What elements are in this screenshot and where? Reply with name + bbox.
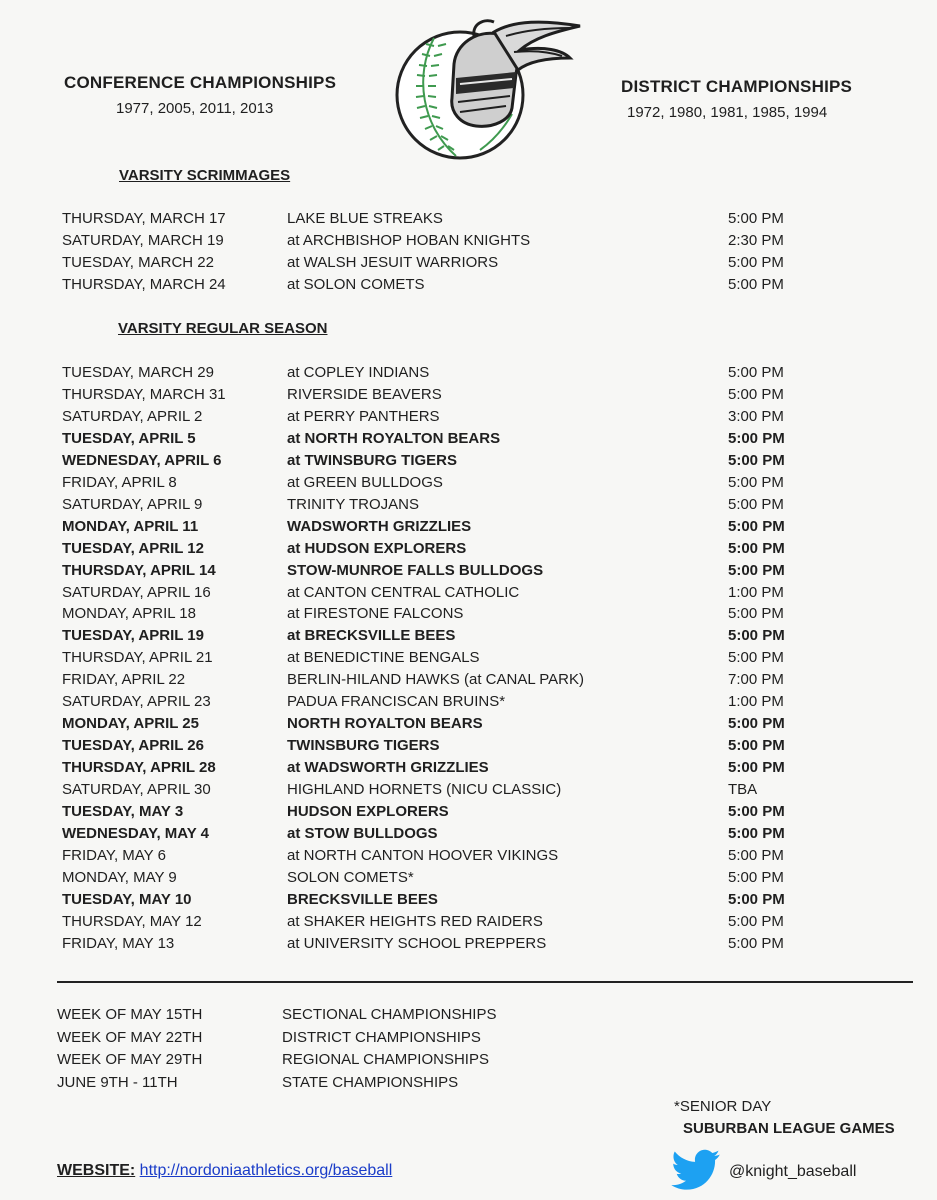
game-opponent: HUDSON EXPLORERS: [287, 803, 449, 820]
game-time: 5:00 PM: [728, 934, 784, 952]
game-date: SATURDAY, APRIL 23: [62, 693, 211, 711]
game-date: TUESDAY, MARCH 29: [62, 364, 214, 381]
website-line: [57, 1162, 392, 1180]
game-date: MONDAY, APRIL 18: [62, 605, 196, 623]
game-opponent: at CANTON CENTRAL CATHOLIC: [287, 583, 520, 601]
game-opponent: RIVERSIDE BEAVERS: [287, 385, 442, 403]
game-opponent: BRECKSVILLE BEES: [287, 890, 438, 908]
season-game-row: [0, 474, 937, 496]
game-date: THURSDAY, APRIL 14: [62, 561, 216, 579]
game-date: TUESDAY, MAY 10: [62, 890, 192, 908]
season-game-row: [0, 364, 937, 386]
game-time: 5:00 PM: [728, 210, 784, 227]
season-game-row: [0, 540, 937, 562]
season-game-row: [0, 605, 937, 627]
game-opponent: at UNIVERSITY SCHOOL PREPPERS: [287, 934, 547, 952]
game-date: THURSDAY, APRIL 28: [62, 759, 216, 777]
game-time: 5:00 PM: [728, 517, 785, 535]
game-date: TUESDAY, APRIL 5: [62, 429, 196, 447]
game-time: 5:00 PM: [728, 649, 784, 667]
postseason-event: REGIONAL CHAMPIONSHIPS: [282, 1051, 489, 1068]
game-date: TUESDAY, APRIL 12: [62, 539, 204, 557]
season-game-row: [0, 496, 937, 518]
postseason-week: WEEK OF MAY 29TH: [57, 1051, 203, 1068]
game-time: 5:00 PM: [728, 824, 785, 842]
game-date: SATURDAY, APRIL 30: [62, 781, 211, 799]
game-time: 5:00 PM: [728, 627, 785, 645]
game-opponent: SOLON COMETS*: [287, 868, 414, 886]
game-date: WEDNESDAY, MAY 4: [62, 824, 209, 842]
game-time: 5:00 PM: [728, 846, 784, 864]
game-time: 5:00 PM: [728, 451, 785, 469]
game-opponent: TRINITY TROJANS: [287, 495, 419, 513]
game-date: THURSDAY, APRIL 21: [62, 649, 213, 667]
game-time: 5:00 PM: [728, 539, 785, 557]
game-time: 5:00 PM: [728, 759, 785, 777]
game-time: 1:00 PM: [728, 583, 784, 601]
game-time: 1:00 PM: [728, 693, 784, 711]
season-game-row: [0, 891, 937, 913]
conference-championships-title: CONFERENCE CHAMPIONSHIPS: [64, 73, 337, 92]
game-opponent: TWINSBURG TIGERS: [287, 737, 440, 755]
game-opponent: at PERRY PANTHERS: [287, 407, 440, 425]
game-time: 5:00 PM: [728, 254, 784, 271]
postseason-row: [0, 1029, 937, 1051]
season-game-row: [0, 847, 937, 869]
game-time: 5:00 PM: [728, 276, 784, 293]
knight-baseball-logo-icon: [394, 16, 584, 166]
varsity-scrimmages-title: VARSITY SCRIMMAGES: [119, 167, 291, 184]
game-time: 5:00 PM: [728, 473, 784, 491]
game-date: FRIDAY, MAY 6: [62, 846, 166, 864]
game-date: SATURDAY, APRIL 2: [62, 407, 203, 425]
game-time: 5:00 PM: [728, 364, 784, 381]
game-time: 3:00 PM: [728, 407, 784, 425]
game-time: 5:00 PM: [728, 429, 785, 447]
season-game-row: [0, 781, 937, 803]
postseason-event: DISTRICT CHAMPIONSHIPS: [282, 1028, 481, 1046]
game-opponent: at TWINSBURG TIGERS: [287, 451, 458, 469]
game-opponent: at NORTH ROYALTON BEARS: [287, 429, 501, 447]
suburban-league-note: SUBURBAN LEAGUE GAMES: [683, 1120, 895, 1137]
game-opponent: HIGHLAND HORNETS (NICU CLASSIC): [287, 781, 562, 799]
game-date: MONDAY, MAY 9: [62, 868, 177, 886]
game-opponent: at GREEN BULLDOGS: [287, 473, 443, 491]
season-game-row: [0, 825, 937, 847]
twitter-handle[interactable]: @knight_baseball: [729, 1163, 857, 1180]
season-game-row: [0, 935, 937, 957]
website-link[interactable]: http://nordoniaathletics.org/baseball: [139, 1162, 393, 1179]
postseason-week: WEEK OF MAY 15TH: [57, 1006, 203, 1023]
season-game-row: [0, 759, 937, 781]
postseason-row: [0, 1006, 937, 1028]
scrimmage-game-row: [0, 210, 937, 232]
season-game-row: [0, 452, 937, 474]
district-championships-title: DISTRICT CHAMPIONSHIPS: [621, 77, 853, 96]
website-label: WEBSITE:: [57, 1162, 136, 1179]
twitter-bird-icon[interactable]: [670, 1148, 722, 1194]
season-game-row: [0, 649, 937, 671]
game-time: 5:00 PM: [728, 715, 785, 733]
game-date: FRIDAY, APRIL 22: [62, 671, 186, 689]
game-time: 5:00 PM: [728, 912, 784, 930]
game-time: 5:00 PM: [728, 737, 785, 755]
postseason-row: [0, 1074, 937, 1096]
game-opponent: at BRECKSVILLE BEES: [287, 627, 456, 645]
senior-day-note: *SENIOR DAY: [674, 1098, 772, 1115]
postseason-event: STATE CHAMPIONSHIPS: [282, 1073, 459, 1091]
game-opponent: at SHAKER HEIGHTS RED RAIDERS: [287, 912, 543, 930]
season-game-row: [0, 715, 937, 737]
game-date: SATURDAY, APRIL 16: [62, 583, 211, 601]
postseason-week: WEEK OF MAY 22TH: [57, 1028, 203, 1046]
game-opponent: at WALSH JESUIT WARRIORS: [287, 254, 499, 271]
season-game-row: [0, 518, 937, 540]
game-date: THURSDAY, MAY 12: [62, 912, 202, 930]
season-game-row: [0, 386, 937, 408]
season-game-row: [0, 562, 937, 584]
game-opponent: at NORTH CANTON HOOVER VIKINGS: [287, 846, 559, 864]
game-date: TUESDAY, MAY 3: [62, 803, 184, 820]
game-time: 5:00 PM: [728, 868, 784, 886]
postseason-week: JUNE 9TH - 11TH: [57, 1073, 178, 1091]
game-date: TUESDAY, MARCH 22: [62, 254, 214, 271]
game-date: MONDAY, APRIL 25: [62, 715, 199, 733]
game-opponent: at BENEDICTINE BENGALS: [287, 649, 480, 667]
game-opponent: at COPLEY INDIANS: [287, 364, 430, 381]
game-date: SATURDAY, APRIL 9: [62, 495, 203, 513]
game-date: THURSDAY, MARCH 17: [62, 210, 226, 227]
scrimmage-game-row: [0, 276, 937, 298]
game-opponent: at HUDSON EXPLORERS: [287, 539, 467, 557]
game-time: 7:00 PM: [728, 671, 784, 689]
game-date: WEDNESDAY, APRIL 6: [62, 451, 222, 469]
game-opponent: NORTH ROYALTON BEARS: [287, 715, 483, 733]
game-time: 5:00 PM: [728, 495, 784, 513]
game-time: 5:00 PM: [728, 803, 785, 820]
game-date: FRIDAY, MAY 13: [62, 934, 175, 952]
scrimmage-game-row: [0, 232, 937, 254]
season-game-row: [0, 627, 937, 649]
varsity-regular-season-title: VARSITY REGULAR SEASON: [118, 320, 328, 337]
game-opponent: WADSWORTH GRIZZLIES: [287, 517, 472, 535]
season-game-row: [0, 869, 937, 891]
game-opponent: at ARCHBISHOP HOBAN KNIGHTS: [287, 232, 531, 249]
season-game-row: [0, 671, 937, 693]
season-game-row: [0, 913, 937, 935]
game-date: THURSDAY, MARCH 31: [62, 385, 226, 403]
game-time: 5:00 PM: [728, 605, 784, 623]
knight-logo: [394, 16, 584, 166]
game-time: 5:00 PM: [728, 385, 784, 403]
game-date: SATURDAY, MARCH 19: [62, 232, 224, 249]
game-opponent: PADUA FRANCISCAN BRUINS*: [287, 693, 506, 711]
game-opponent: at STOW BULLDOGS: [287, 824, 438, 842]
postseason-event: SECTIONAL CHAMPIONSHIPS: [282, 1006, 497, 1023]
game-time: TBA: [728, 781, 758, 799]
game-opponent: at SOLON COMETS: [287, 276, 425, 293]
season-game-row: [0, 430, 937, 452]
game-opponent: at WADSWORTH GRIZZLIES: [287, 759, 489, 777]
game-time: 5:00 PM: [728, 561, 785, 579]
game-date: TUESDAY, APRIL 19: [62, 627, 204, 645]
game-date: FRIDAY, APRIL 8: [62, 473, 177, 491]
game-time: 5:00 PM: [728, 890, 785, 908]
season-game-row: [0, 693, 937, 715]
game-opponent: STOW-MUNROE FALLS BULLDOGS: [287, 561, 544, 579]
game-date: THURSDAY, MARCH 24: [62, 276, 226, 293]
season-game-row: [0, 584, 937, 606]
conference-championships-years: 1977, 2005, 2011, 2013: [116, 100, 274, 117]
season-game-row: [0, 737, 937, 759]
scrimmage-game-row: [0, 254, 937, 276]
game-opponent: LAKE BLUE STREAKS: [287, 210, 443, 227]
district-championships-years: 1972, 1980, 1981, 1985, 1994: [627, 104, 828, 121]
game-time: 2:30 PM: [728, 232, 784, 249]
game-opponent: at FIRESTONE FALCONS: [287, 605, 464, 623]
season-game-row: [0, 803, 937, 825]
game-date: MONDAY, APRIL 11: [62, 517, 199, 535]
postseason-row: [0, 1051, 937, 1073]
game-date: TUESDAY, APRIL 26: [62, 737, 204, 755]
game-opponent: BERLIN-HILAND HAWKS (at CANAL PARK): [287, 671, 585, 689]
section-divider: [57, 981, 913, 983]
season-game-row: [0, 408, 937, 430]
